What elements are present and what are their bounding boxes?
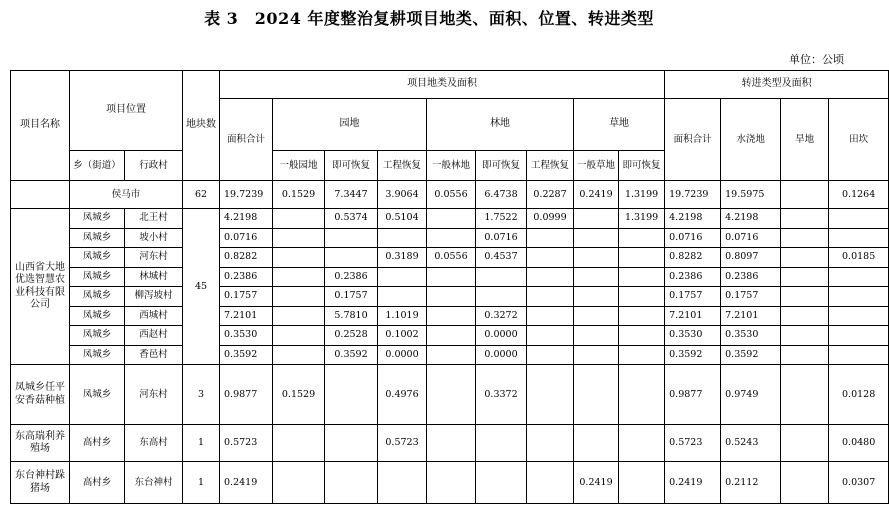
cell-conv-total: 0.9877 (665, 365, 721, 425)
cell-f-immediate: 0.0000 (476, 345, 527, 365)
cell-conv-total: 0.2386 (665, 267, 721, 287)
header-dry: 旱地 (781, 99, 829, 181)
cell-f-engineering (527, 267, 574, 287)
cell-f-general (427, 228, 476, 248)
cell-terrace (829, 326, 889, 346)
cell-gr-general (574, 248, 619, 268)
cell-area: 0.3592 (220, 345, 273, 365)
cell-gr-general (574, 326, 619, 346)
table-row (11, 365, 889, 425)
cell-terrace: 0.0480 (829, 425, 889, 462)
village-cell: 柳泻坡村 (125, 287, 183, 307)
cell-area: 0.1757 (220, 287, 273, 307)
cell-f-general (427, 425, 476, 462)
cell-dry (781, 267, 829, 287)
cell-paddy: 0.9749 (721, 365, 781, 425)
cell-terrace (829, 209, 889, 229)
total-label: 侯马市 (70, 181, 183, 209)
cell-dry (781, 326, 829, 346)
parcels-cell: 3 (183, 365, 220, 425)
cell-dry (781, 228, 829, 248)
cell-g-immediate: 0.5374 (325, 209, 378, 229)
header-paddy: 水浇地 (721, 99, 781, 181)
project-name: 凤城乡任平安香菇种植 (11, 365, 70, 425)
cell-f-engineering: 0.0999 (527, 209, 574, 229)
township-cell: 高村乡 (70, 462, 125, 504)
cell-g-engineering: 0.3189 (378, 248, 427, 268)
cell-g-immediate (325, 248, 378, 268)
cell-f-immediate: 0.0000 (476, 326, 527, 346)
cell-g-general (273, 209, 325, 229)
township-cell: 凤城乡 (70, 287, 125, 307)
page-title: 表 3 2024 年度整治复耕项目地类、面积、位置、转进类型 (204, 9, 654, 28)
township-cell: 凤城乡 (70, 345, 125, 365)
cell-gr-general (574, 365, 619, 425)
header-township: 乡（街道） (70, 151, 125, 181)
cell-g-engineering: 0.5104 (378, 209, 427, 229)
cell-gr-immediate (619, 425, 665, 462)
cell-f-engineering (527, 326, 574, 346)
total-parcels: 62 (183, 181, 220, 209)
cell-f-immediate: 0.4537 (476, 248, 527, 268)
cell-f-engineering (527, 248, 574, 268)
parcels-cell: 1 (183, 462, 220, 504)
cell-f-general (427, 267, 476, 287)
total-row (11, 181, 889, 209)
total-terrace: 0.1264 (829, 181, 889, 209)
cell-g-general (273, 345, 325, 365)
cell-g-general (273, 326, 325, 346)
header-forest-immediate: 即可恢复 (476, 151, 527, 181)
cell-g-immediate (325, 228, 378, 248)
village-cell: 林城村 (125, 267, 183, 287)
cell-conv-total: 0.1757 (665, 287, 721, 307)
table-row (11, 228, 889, 248)
cell-paddy: 7.2101 (721, 306, 781, 326)
header-garden: 园地 (273, 99, 427, 151)
cell-g-general (273, 248, 325, 268)
cell-g-immediate: 0.2528 (325, 326, 378, 346)
header-grass: 草地 (574, 99, 665, 151)
cell-g-engineering (378, 462, 427, 504)
parcels-cell: 45 (183, 209, 220, 365)
cell-gr-immediate (619, 248, 665, 268)
cell-g-engineering: 1.1019 (378, 306, 427, 326)
cell-gr-general (574, 425, 619, 462)
total-gr-general: 0.2419 (574, 181, 619, 209)
total-f-engineering: 0.2287 (527, 181, 574, 209)
cell-gr-immediate (619, 365, 665, 425)
cell-terrace (829, 345, 889, 365)
cell-paddy: 4.2198 (721, 209, 781, 229)
cell-gr-immediate (619, 306, 665, 326)
cell-conv-total: 0.3530 (665, 326, 721, 346)
header-grass-immediate: 即可恢复 (619, 151, 665, 181)
cell-f-immediate: 1.7522 (476, 209, 527, 229)
cell-paddy: 0.5243 (721, 425, 781, 462)
cell-gr-immediate (619, 345, 665, 365)
cell-f-engineering (527, 425, 574, 462)
header-garden-general: 一般园地 (273, 151, 325, 181)
project-name: 山西省大地优选智慧农业科技有限公司 (11, 209, 70, 365)
township-cell: 凤城乡 (70, 326, 125, 346)
cell-gr-immediate (619, 228, 665, 248)
cell-dry (781, 287, 829, 307)
cell-g-general (273, 228, 325, 248)
cell-f-engineering (527, 462, 574, 504)
cell-dry (781, 365, 829, 425)
cell-f-general (427, 209, 476, 229)
cell-conv-total: 0.5723 (665, 425, 721, 462)
cell-f-immediate: 0.0716 (476, 228, 527, 248)
total-paddy: 19.5975 (721, 181, 781, 209)
total-f-immediate: 6.4738 (476, 181, 527, 209)
cell-area: 0.5723 (220, 425, 273, 462)
table-row (11, 209, 889, 229)
total-gr-immediate: 1.3199 (619, 181, 665, 209)
cell-dry (781, 306, 829, 326)
header-conv-total: 面积合计 (665, 99, 721, 181)
village-cell: 河东村 (125, 365, 183, 425)
cell-terrace (829, 267, 889, 287)
cell-g-engineering (378, 287, 427, 307)
cell-g-immediate: 5.7810 (325, 306, 378, 326)
table-row (11, 306, 889, 326)
cell-g-general (273, 425, 325, 462)
header-garden-engineering: 工程恢复 (378, 151, 427, 181)
cell-f-general (427, 365, 476, 425)
township-cell: 凤城乡 (70, 228, 125, 248)
cell-g-engineering: 0.5723 (378, 425, 427, 462)
cell-g-engineering: 0.0000 (378, 345, 427, 365)
cell-area: 4.2198 (220, 209, 273, 229)
header-conversion-group: 转进类型及面积 (665, 71, 889, 99)
cell-paddy: 0.0716 (721, 228, 781, 248)
cell-terrace: 0.0185 (829, 248, 889, 268)
total-g-engineering: 3.9064 (378, 181, 427, 209)
cell-paddy: 0.2112 (721, 462, 781, 504)
total-dry (781, 181, 829, 209)
township-cell: 凤城乡 (70, 365, 125, 425)
cell-gr-immediate (619, 287, 665, 307)
cell-g-immediate: 0.2386 (325, 267, 378, 287)
cell-paddy: 0.8097 (721, 248, 781, 268)
cell-area: 0.8282 (220, 248, 273, 268)
cell-f-immediate: 0.3372 (476, 365, 527, 425)
cell-area: 0.2386 (220, 267, 273, 287)
cell-g-engineering (378, 228, 427, 248)
cell-f-engineering (527, 287, 574, 307)
header-forest: 林地 (427, 99, 574, 151)
township-cell: 高村乡 (70, 425, 125, 462)
cell-f-immediate (476, 287, 527, 307)
header-forest-engineering: 工程恢复 (527, 151, 574, 181)
cell-g-immediate (325, 365, 378, 425)
cell-f-general (427, 345, 476, 365)
project-name: 东台神村跺猪场 (11, 462, 70, 504)
cell-f-general: 0.0556 (427, 248, 476, 268)
cell-f-engineering (527, 365, 574, 425)
cell-f-general (427, 287, 476, 307)
cell-paddy: 0.3530 (721, 326, 781, 346)
cell-f-immediate (476, 462, 527, 504)
cell-gr-general (574, 345, 619, 365)
cell-terrace: 0.0307 (829, 462, 889, 504)
table-row (11, 425, 889, 462)
township-cell: 凤城乡 (70, 248, 125, 268)
total-conv-total: 19.7239 (665, 181, 721, 209)
village-cell: 坡小村 (125, 228, 183, 248)
unit-label: 单位：公顷 (789, 53, 844, 66)
cell-area: 7.2101 (220, 306, 273, 326)
total-g-immediate: 7.3447 (325, 181, 378, 209)
cell-gr-general (574, 228, 619, 248)
total-g-general: 0.1529 (273, 181, 325, 209)
cell-f-general (427, 306, 476, 326)
cell-g-general (273, 306, 325, 326)
total-area: 19.7239 (220, 181, 273, 209)
cell-dry (781, 209, 829, 229)
header-area-total: 面积合计 (220, 99, 273, 181)
village-cell: 东台神村 (125, 462, 183, 504)
cell-gr-general (574, 287, 619, 307)
cell-paddy: 0.1757 (721, 287, 781, 307)
village-cell: 西赵村 (125, 326, 183, 346)
cell-terrace (829, 287, 889, 307)
table-row (11, 267, 889, 287)
cell-f-general (427, 326, 476, 346)
cell-terrace (829, 306, 889, 326)
header-terrace: 田坎 (829, 99, 889, 181)
village-cell: 西城村 (125, 306, 183, 326)
village-cell: 东高村 (125, 425, 183, 462)
cell-f-engineering (527, 228, 574, 248)
township-cell: 凤城乡 (70, 209, 125, 229)
cell-dry (781, 425, 829, 462)
header-garden-immediate: 即可恢复 (325, 151, 378, 181)
cell-g-engineering: 0.4976 (378, 365, 427, 425)
cell-conv-total: 0.0716 (665, 228, 721, 248)
cell-g-immediate (325, 425, 378, 462)
table-row (11, 326, 889, 346)
cell-f-immediate: 0.3272 (476, 306, 527, 326)
cell-gr-immediate (619, 267, 665, 287)
cell-terrace: 0.0128 (829, 365, 889, 425)
cell-dry (781, 462, 829, 504)
cell-f-immediate (476, 425, 527, 462)
cell-f-general (427, 462, 476, 504)
cell-area: 0.0716 (220, 228, 273, 248)
header-grass-general: 一般草地 (574, 151, 619, 181)
table-row (11, 345, 889, 365)
header-forest-general: 一般林地 (427, 151, 476, 181)
township-cell: 凤城乡 (70, 306, 125, 326)
cell-area: 0.2419 (220, 462, 273, 504)
cell-gr-general (574, 267, 619, 287)
cell-dry (781, 248, 829, 268)
cell-g-immediate (325, 462, 378, 504)
header-parcels: 地块数 (183, 71, 220, 181)
village-cell: 北王村 (125, 209, 183, 229)
village-cell: 河东村 (125, 248, 183, 268)
cell-g-general (273, 462, 325, 504)
cell-gr-immediate: 1.3199 (619, 209, 665, 229)
cell-conv-total: 0.3592 (665, 345, 721, 365)
cell-gr-general: 0.2419 (574, 462, 619, 504)
header-landuse-group: 项目地类及面积 (220, 71, 665, 99)
cell-g-engineering (378, 267, 427, 287)
cell-area: 0.9877 (220, 365, 273, 425)
cell-f-engineering (527, 306, 574, 326)
cell-gr-general (574, 209, 619, 229)
header-project-name: 项目名称 (11, 71, 70, 181)
cell-paddy: 0.2386 (721, 267, 781, 287)
cell-area: 0.3530 (220, 326, 273, 346)
table-row (11, 287, 889, 307)
cell-gr-immediate (619, 462, 665, 504)
project-table (10, 70, 889, 504)
cell-terrace (829, 228, 889, 248)
cell-g-immediate: 0.1757 (325, 287, 378, 307)
table-row (11, 248, 889, 268)
header-location: 项目位置 (70, 71, 183, 151)
cell-conv-total: 0.2419 (665, 462, 721, 504)
header-village: 行政村 (125, 151, 183, 181)
cell-g-general: 0.1529 (273, 365, 325, 425)
cell-g-immediate: 0.3592 (325, 345, 378, 365)
cell-f-engineering (527, 345, 574, 365)
cell-dry (781, 345, 829, 365)
cell-paddy: 0.3592 (721, 345, 781, 365)
cell-f-immediate (476, 267, 527, 287)
cell-gr-general (574, 306, 619, 326)
cell-g-general (273, 287, 325, 307)
cell-g-general (273, 267, 325, 287)
total-f-general: 0.0556 (427, 181, 476, 209)
cell-conv-total: 0.8282 (665, 248, 721, 268)
township-cell: 凤城乡 (70, 267, 125, 287)
cell-g-engineering: 0.1002 (378, 326, 427, 346)
table-row (11, 462, 889, 504)
cell-gr-immediate (619, 326, 665, 346)
cell-conv-total: 4.2198 (665, 209, 721, 229)
project-name: 东高瑞利养殖场 (11, 425, 70, 462)
village-cell: 香邑村 (125, 345, 183, 365)
cell-conv-total: 7.2101 (665, 306, 721, 326)
parcels-cell: 1 (183, 425, 220, 462)
